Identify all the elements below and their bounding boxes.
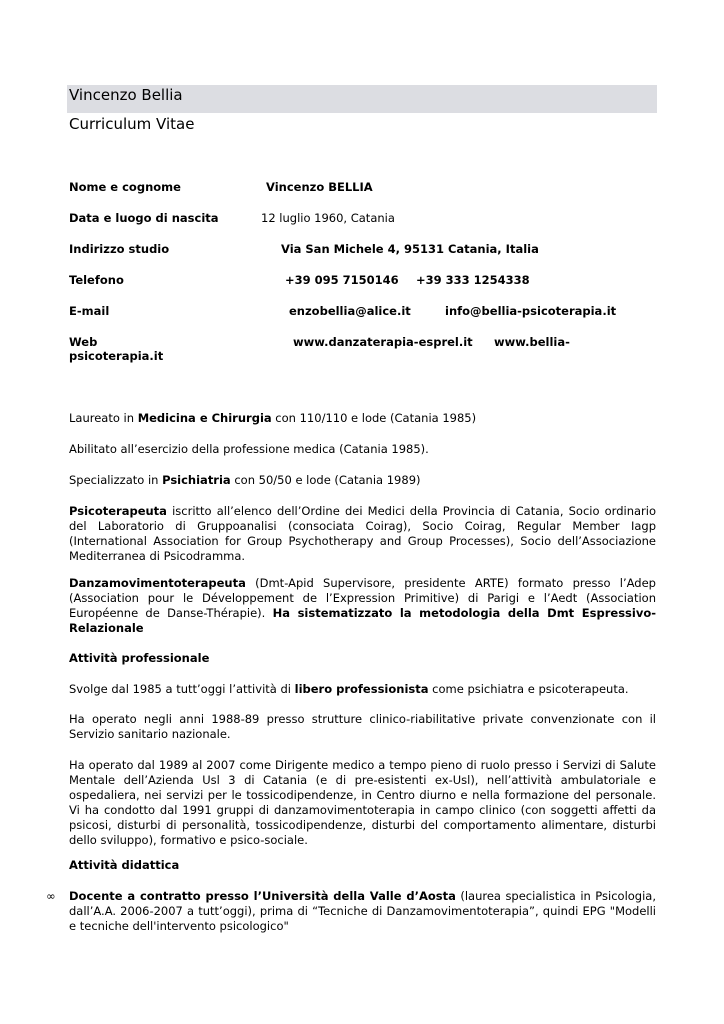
email-label: E-mail <box>69 304 110 318</box>
phone-2: +39 333 1254338 <box>416 273 530 287</box>
psicoterapeuta-paragraph: Psicoterapeuta iscritto all’elenco dell’Ordine dei Medici della Provincia di Catania, Socio ordinario del Laboratorio di Gruppoanalisi (consociata Coirag), Socio Coirag, Regular Member Iagp (International Association for Group Psychotherapy and Group Processes), Socio dell’Associazione Mediterranea di Psicodramma. <box>69 504 656 563</box>
phone-label: Telefono <box>69 273 124 287</box>
address-label: Indirizzo studio <box>69 242 170 256</box>
license-paragraph: Abilitato all’esercizio della professione medica (Catania 1985). <box>69 442 429 456</box>
email-1[interactable]: enzobellia@alice.it <box>289 304 411 318</box>
degree-paragraph: Laureato in Medicina e Chirurgia con 110/110 e lode (Catania 1985) <box>69 411 477 425</box>
professional-paragraph-3: Ha operato dal 1989 al 2007 come Dirigente medico a tempo pieno di ruolo presso i Servizi di Salute Mentale dell’Azienda Usl 3 di Catania (e di pre-esistenti ex-Usl), nell’attività ambulatoriale e ospedaliera, nei servizi per le tossicodipendenze, in Centro diurno e nella formazione del personale. Vi ha condotto dal 1991 gruppi di danzamovimentoterapia in campo clinico (con soggetti affetti da psicosi, disturbi di personalità, tossicodipendenze, disturbi del comportamento alimentare, disturbi dello sviluppo), formativo e psico-sociale. <box>69 758 656 847</box>
bullet-icon: ∞ <box>46 889 56 903</box>
professional-heading: Attività professionale <box>69 651 210 665</box>
web-2[interactable]: www.bellia- <box>494 335 570 349</box>
specialization-paragraph: Specializzato in Psichiatria con 50/50 e lode (Catania 1989) <box>69 473 421 487</box>
professional-paragraph-2: Ha operato negli anni 1988-89 presso strutture clinico-riabilitative private convenzionate con il Servizio sanitario nazionale. <box>69 712 656 741</box>
name-header-bar <box>67 85 657 113</box>
email-2[interactable]: info@bellia-psicoterapia.it <box>445 304 617 318</box>
teaching-item-1: Docente a contratto presso l’Università della Valle d’Aosta (laurea specialistica in Psicologia, dall’A.A. 2006-2007 a tutt’oggi), prima di “Tecniche di Danzamovimentoterapia”, quindi EPG "Modelli e tecniche dell'intervento psicologico" <box>69 889 656 933</box>
page-title: Vincenzo Bellia <box>69 86 183 104</box>
address-value: Via San Michele 4, 95131 Catania, Italia <box>281 242 539 256</box>
name-value: Vincenzo BELLIA <box>266 180 373 194</box>
name-label: Nome e cognome <box>69 180 181 194</box>
web-label: Web <box>69 335 98 349</box>
phone-1: +39 095 7150146 <box>285 273 399 287</box>
teaching-heading: Attività didattica <box>69 858 180 872</box>
web-2-continued[interactable]: psicoterapia.it <box>69 349 164 363</box>
professional-paragraph-1: Svolge dal 1985 a tutt’oggi l’attività di libero professionista come psichiatra e psicoterapeuta. <box>69 682 629 696</box>
birth-value: 12 luglio 1960, Catania <box>261 211 395 225</box>
document-subtitle: Curriculum Vitae <box>69 115 195 133</box>
birth-label: Data e luogo di nascita <box>69 211 219 225</box>
danzamovimentoterapeuta-paragraph: Danzamovimentoterapeuta (Dmt-Apid Supervisore, presidente ARTE) formato presso l’Adep (Association pour le Développement de l’Expression Primitive) di Parigi e l’Aedt (Association Européenne de Danse-Thérapie). Ha sistematizzato la metodologia della Dmt Espressivo-Relazionale <box>69 576 656 635</box>
web-1[interactable]: www.danzaterapia-esprel.it <box>293 335 473 349</box>
